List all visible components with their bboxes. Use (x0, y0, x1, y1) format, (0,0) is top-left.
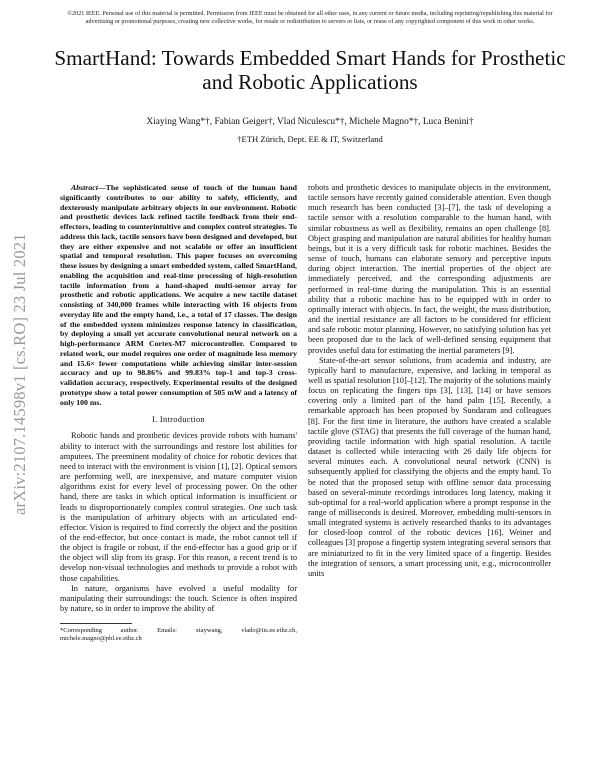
abstract-lead: Abstract (71, 183, 98, 192)
right-column (308, 183, 551, 579)
arxiv-stamp-text: arXiv:2107.14598v1 [cs.RO] 23 Jul 2021 (10, 233, 29, 515)
footnote: *Corresponding author. Emails: xiaywang, vlado@iis.ee.ethz.ch, michele.magno@pbl.ee.ethz.ch (60, 627, 297, 643)
affiliation: †ETH Zürich, Dept. EE & IT, Switzerland (237, 134, 383, 144)
paragraph: State-of-the-art sensor solutions, from academia and industry, are typically hard to manufacture, expensive, and lacking in temporal as well as spatial resolution [10]–[12]. The majority of the solutions mainly focus on replicating the fingers tips [3], [13], [14] or have sensors covering only a limited part of the hand palm [15]. Recently, a remarkable approach has been proposed by Sundaram and colleagues [8]. For the first time in literature, the authors have created a scalable tactile glove (STAG) that presents the full coverage of the human hand, providing tactile information with high spatial resolution. A tactile dataset is collected while interacting with 26 daily life objects for several minutes each. A convolutional neural network (CNN) is subsequently applied for classifying the objects and the empty hand. To be noted that the proposed setup with offline sensor data processing based on several-minute recordings introduces long latency, making it sub-optimal for a real-world application where a prompt response in the range of milliseconds is desired. Moreover, embedding multi-sensors in small integrated systems is actively researched thanks to its advantages for closed-loop control of the robotic devices [16]. Weiner and colleagues [3] propose a fingertip system integrating several sensors that are miniaturized to fit in the very limited space of a fingertip. Besides the integration of sensors, a smart processing unit, e.g., microcontroller units (308, 355, 551, 578)
paragraph: robots and prosthetic devices to manipulate objects in the environment, tactile sensors have recently gained considerable attention. Even though much research has been conducted [3]–[7], the task of developing a tactile sensor with a resolution comparable to the human hand, with similar robustness as well as flexibility, remains an open challenge [8]. Object grasping and manipulation are natural abilities for healthy human beings, but it is a very difficult task for robotic machines. Besides the sense of touch, humans can elaborate sensory and perceptive inputs during object interaction. The inertial properties of the object are immediately perceived, and the corresponding adjustments are performed in real-time during the manipulation. This is an essential ability that a robotic machine has to be equipped with in order to optimally interact with objects. In fact, the weight, the mass distribution, and the inertial resistance are all factors to be considered for efficient and safe robotic motor planning. However, no satisfying solution has yet been proposed due to the lack of well-defined sensing equipment that provides useful data for estimating the inertial parameters [9]. (308, 183, 551, 355)
abstract-text: —The sophisticated sense of touch of the human hand significantly contributes to our ability to safely, efficiently, and dexterously manipulate arbitrary objects in our environment. Robotic and prosthetic devices lack refined tactile feedback from their end-effectors, leading to counterintuitive and complex control strategies. To address this lack, tactile sensors have been designed and developed, but they are either expensive and not scalable or offer an insufficient spatial and temporal resolution. This paper focuses on overcoming these issues by designing a smart embedded system, called SmartHand, enabling the acquisition and real-time processing of high-resolution tactile information from a hand-shaped multi-sensor array for prosthetic and robotic applications. We acquire a new tactile dataset consisting of 340,000 frames while interacting with 16 objects from everyday life and the empty hand, i.e., a total of 17 classes. The design of the embedded system minimizes response latency in classification, by deploying a small yet accurate convolutional neural network on a high-performance ARM Cortex-M7 microcontroller. Compared to related work, our model requires one order of magnitude less memory and 15.6× fewer computations while achieving similar inter-session accuracy and up to 98.86% and 99.83% top-1 and top-3 cross-validation accuracy, respectively. Experimental results of the designed prototype show a total power consumption of 505 mW and a latency of only 100 ms. (60, 183, 297, 407)
author-list: Xiaying Wang*†, Fabian Geiger†, Vlad Niculescu*†, Michele Magno*†, Luca Benini† (146, 117, 474, 127)
copyright-notice: ©2021 IEEE. Personal use of this material is permitted. Permission from IEEE must be obtained for all other uses, in any current or future media, including reprinting/republishing this material for advertising or promotional purposes, creating new collective works, for resale or redistribution to servers or lists, or reuse of any copyrighted component of this work in other works. (67, 10, 553, 26)
left-column (60, 183, 297, 643)
paragraph: In nature, organisms have evolved a useful modality for manipulating their surroundings: the touch. Science is often inspired by nature, so in order to improve the ability of (60, 583, 297, 614)
paragraph: Robotic hands and prosthetic devices provide robots with humans' ability to interact with the surroundings and restore lost abilities for amputees. The preeminent modality of choice for robotic devices that need to interact with the environment is vision [1], [2]. Optical sensors are performing well, are inexpensive, and mature computer vision algorithms exist for every level of processing power. On the other hand, there are tasks in which optical information is insufficient or leads to disproportionately complex control strategies. One such task is the manipulation of arbitrary objects with an articulated end-effector. Vision is required to find correctly the object and the position of the end-effector, but once contact is made, the robot cannot tell if the object is fragile or robust, if the end-effector has a good grip or if the object will slip from its grasp. For this reason, a recent trend is to develop non-visual technologies and methods to provide a robot with those capabilities. (60, 431, 297, 583)
paper-title: SmartHand: Towards Embedded Smart Hands for Prosthetic and Robotic Applications (54, 46, 566, 94)
arxiv-stamp (10, 233, 34, 539)
abstract (60, 183, 297, 407)
footnote-rule (60, 623, 132, 624)
section-heading-introduction: I. Introduction (152, 415, 205, 425)
